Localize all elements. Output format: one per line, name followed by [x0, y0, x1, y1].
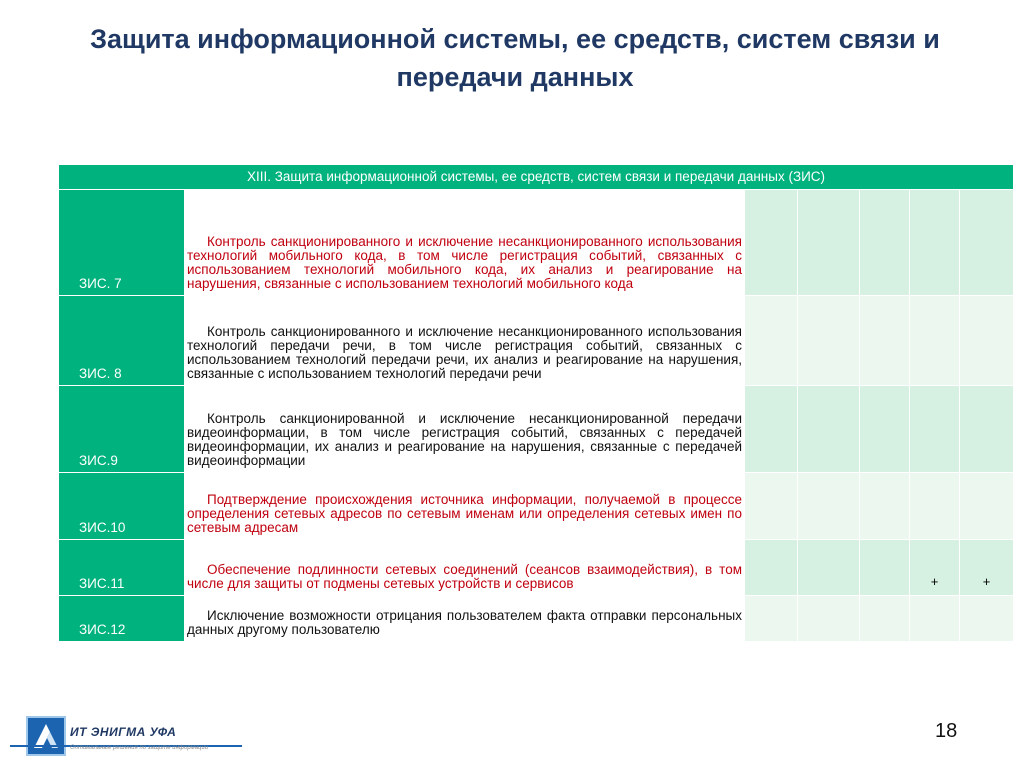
mark-cell	[910, 190, 960, 296]
mark-cell	[960, 386, 1014, 473]
mark-cell	[910, 296, 960, 386]
mark-cell	[798, 540, 860, 596]
mark-cell	[798, 596, 860, 642]
requirement-description: Исключение возможности отрицания пользователем факта отправки персональных данных другому пользователю	[185, 596, 745, 642]
table-row	[59, 296, 1014, 386]
requirement-code: ЗИС. 7	[59, 190, 185, 296]
table-header: XIII. Защита информационной системы, ее средств, систем связи и передачи данных (ЗИС)	[59, 165, 1014, 190]
mark-cell	[745, 596, 798, 642]
table-row	[59, 596, 1014, 642]
mark-cell: +	[960, 540, 1014, 596]
mark-cell	[860, 473, 910, 540]
requirement-description: Контроль санкционированного и исключение несанкционированного использования технологий передачи речи, в том числе регистрация событий, связанных с использованием технологий передачи речи, их анализ и реагирование на нарушения, связанные с использованием технологий передачи речи	[185, 296, 745, 386]
requirement-description: Контроль санкционированного и исключение несанкционированного использования технологий мобильного кода, в том числе регистрация событий, связанных с использованием технологий мобильного кода, их анализ и реагирование на нарушения, связанные с использованием технологий мобильного кода	[185, 190, 745, 296]
mark-cell	[745, 190, 798, 296]
requirements-table	[58, 164, 1014, 642]
mark-cell	[910, 596, 960, 642]
mark-cell	[910, 473, 960, 540]
mark-cell	[745, 296, 798, 386]
mark-cell	[960, 473, 1014, 540]
company-logo	[10, 712, 250, 757]
mark-cell	[960, 190, 1014, 296]
table-row	[59, 190, 1014, 296]
page-number: 18	[935, 720, 958, 742]
mark-cell	[860, 386, 910, 473]
mark-cell	[860, 540, 910, 596]
requirement-code: ЗИС. 8	[59, 296, 185, 386]
mark-cell	[910, 386, 960, 473]
requirement-code: ЗИС.9	[59, 386, 185, 473]
mark-cell	[798, 473, 860, 540]
page-title: Защита информационной системы, ее средств, систем связи и передачи данных	[90, 24, 940, 92]
mark-cell: +	[910, 540, 960, 596]
logo-emblem-icon	[26, 716, 66, 756]
table-row	[59, 386, 1014, 473]
mark-cell	[860, 596, 910, 642]
requirement-code: ЗИС.12	[59, 596, 185, 642]
mark-cell	[860, 296, 910, 386]
requirement-description: Обеспечение подлинности сетевых соединений (сеансов взаимодействия), в том числе для защиты от подмены сетевых устройств и сервисов	[185, 540, 745, 596]
mark-cell	[798, 296, 860, 386]
table-row	[59, 473, 1014, 540]
mark-cell	[798, 190, 860, 296]
mark-cell	[745, 540, 798, 596]
mark-cell	[960, 296, 1014, 386]
table-row	[59, 540, 1014, 596]
mark-cell	[745, 386, 798, 473]
requirement-description: Контроль санкционированной и исключение несанкционированной передачи видеоинформации, в том числе регистрация событий, связанных с передачей видеоинформации, их анализ и реагирование на нарушения, связанные с передачей видеоинформации	[185, 386, 745, 473]
mark-cell	[798, 386, 860, 473]
requirement-code: ЗИС.10	[59, 473, 185, 540]
mark-cell	[960, 596, 1014, 642]
requirement-code: ЗИС.11	[59, 540, 185, 596]
logo-tagline: Оптимальные решения по защите информации	[70, 745, 209, 751]
mark-cell	[860, 190, 910, 296]
logo-name: ИТ ЭНИГМА УФА	[70, 725, 177, 739]
requirement-description: Подтверждение происхождения источника информации, получаемой в процессе определения сетевых адресов по сетевым именам или определения сетевых имен по сетевым адресам	[185, 473, 745, 540]
mark-cell	[745, 473, 798, 540]
